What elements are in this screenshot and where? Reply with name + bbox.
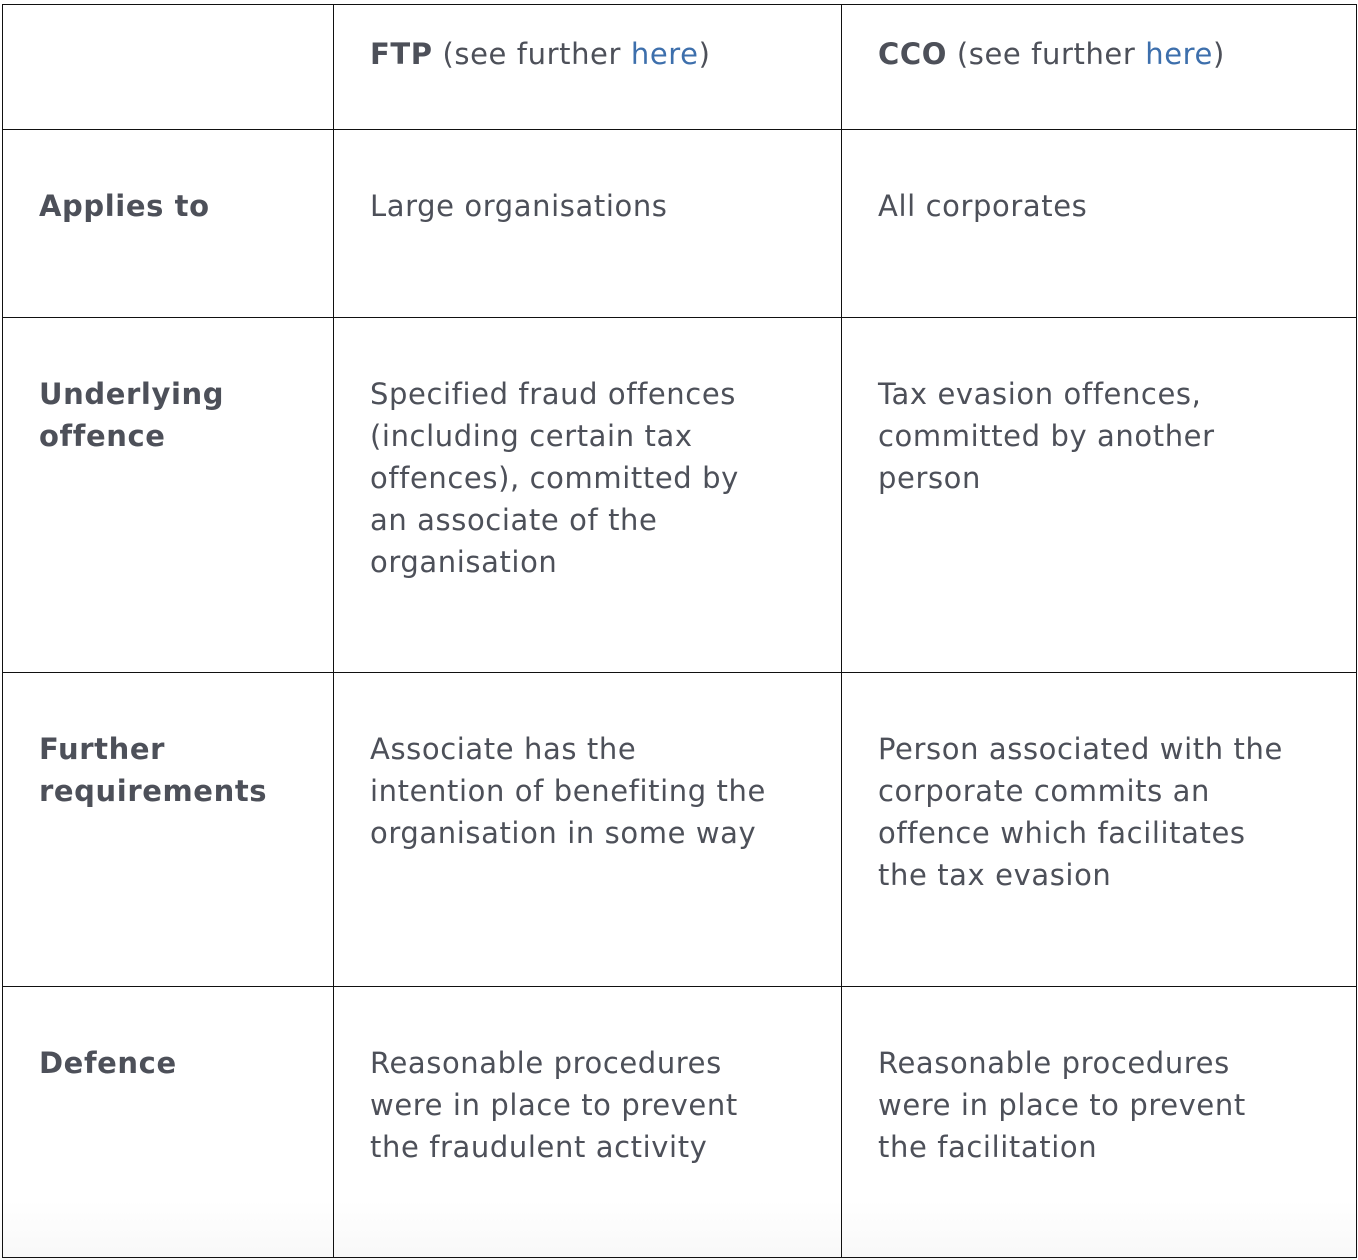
cco-text: committed by another [878,419,1215,453]
ftp-text: Large organisations [370,189,668,223]
cco-text: corporate commits an [878,774,1210,808]
ftp-cell [334,987,842,1258]
ftp-text: Specified fraud offences [370,377,736,411]
cco-cell [842,130,1357,318]
row-label: requirements [39,774,268,808]
cco-text: offence which facilitates [878,816,1246,850]
ftp-here-link[interactable]: here [630,37,699,71]
ftp-text: (including certain tax [370,419,693,453]
ftp-close-paren: ) [698,37,711,71]
row-label-cell [3,987,334,1258]
header-cco-cell [842,5,1357,130]
cco-text: All corporates [878,189,1088,223]
header-row [3,5,1357,130]
ftp-cell [334,673,842,987]
table-row-further-requirements [3,673,1357,987]
row-label: offence [39,419,166,453]
ftp-text: organisation in some way [370,816,757,850]
table-row-underlying-offence [3,318,1357,673]
cco-text: the tax evasion [878,858,1112,892]
header-empty-cell [3,5,334,130]
cco-text: Reasonable procedures [878,1046,1230,1080]
cco-cell [842,987,1357,1258]
cco-title: CCO [878,37,948,71]
row-label-cell [3,130,334,318]
ftp-cell [334,318,842,673]
table-row-applies-to [3,130,1357,318]
cco-text: Tax evasion offences, [878,377,1202,411]
cco-text: were in place to prevent [878,1088,1246,1122]
row-label: Underlying [39,377,225,411]
cco-here-link[interactable]: here [1145,37,1213,71]
ftp-text: intention of benefiting the [370,774,766,808]
ftp-title: FTP [370,37,433,71]
row-label-cell [3,318,334,673]
cco-text: the facilitation [878,1130,1098,1164]
row-label: Further [39,732,165,766]
ftp-text: were in place to prevent [370,1088,738,1122]
cco-close-paren: ) [1212,37,1225,71]
ftp-text: an associate of the [370,503,658,537]
cco-cell [842,673,1357,987]
cco-text: person [878,461,982,495]
table-row-defence [3,987,1357,1258]
ftp-text: organisation [370,545,558,579]
row-label: Defence [39,1046,177,1080]
ftp-text: the fraudulent activity [370,1130,708,1164]
cco-cell [842,318,1357,673]
header-ftp-cell [334,5,842,130]
cco-see-further-text: (see further [947,37,1146,71]
cco-text: Person associated with the [878,732,1283,766]
row-label: Applies to [39,189,210,223]
ftp-see-further-text: (see further [432,37,631,71]
ftp-text: Reasonable procedures [370,1046,722,1080]
ftp-text: offences), committed by [370,461,739,495]
row-label-cell [3,673,334,987]
ftp-cell [334,130,842,318]
comparison-table [2,4,1357,1258]
ftp-text: Associate has the [370,732,637,766]
